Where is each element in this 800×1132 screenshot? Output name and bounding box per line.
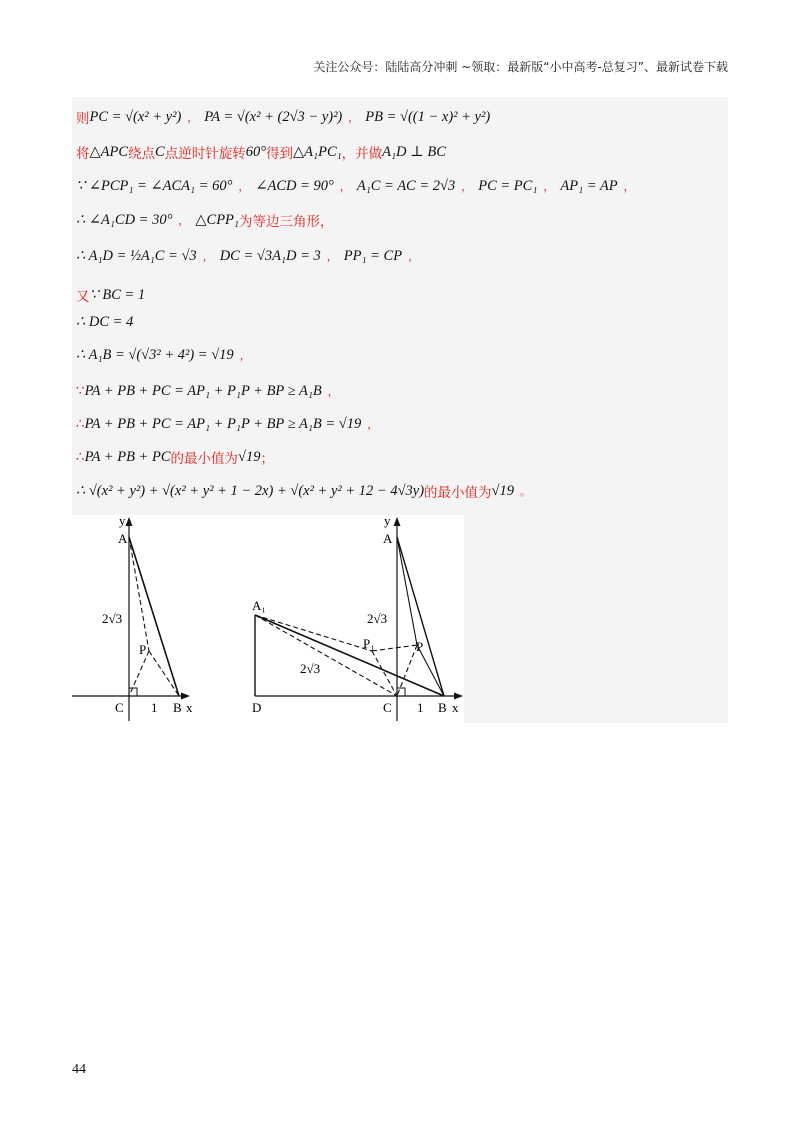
solution-line-part: PA + PB + PC = AP₁ + P₁P + BP ≥ A₁B = √19 (84, 415, 362, 432)
label-B-right: B (438, 700, 447, 715)
solution-line-part: ； (260, 451, 274, 467)
solution-line-part: ∵ BC = 1 (89, 286, 146, 303)
page-header: 关注公众号：陆陆高分冲刺 ~领取：最新版“小中高考-总复习”、最新试卷下载 (313, 60, 728, 74)
solution-line-part: ， (408, 250, 420, 263)
solution-line-part: A₁D ⊥ BC (382, 143, 446, 160)
solution-line-part: △A₁PC₁ (293, 143, 342, 160)
solution-line-part: C (155, 143, 165, 160)
solution-line-part: PA + PB + PC = AP₁ + P₁P + BP ≥ A₁B (84, 382, 322, 399)
solution-line-part: √19 (238, 448, 261, 465)
solution-line (76, 174, 641, 198)
solution-line-part: 。 (520, 485, 532, 498)
segment-AB-right (397, 537, 444, 696)
solution-line-part: PB = √((1 − x)² + y²) (365, 108, 491, 125)
solution-line-part: 将 (76, 146, 90, 162)
label-P-right: P (416, 639, 424, 654)
solution-line (76, 310, 133, 334)
solution-line (76, 479, 537, 503)
right-x-arrow (454, 693, 463, 700)
solution-line-part: ， (367, 418, 379, 431)
label-A1: A₁ (252, 598, 266, 613)
solution-line-part: ∵ ∠PCP₁ = ∠ACA₁ = 60° (76, 177, 233, 194)
solution-line-part: ∴ (76, 449, 85, 465)
label-y-right: y (384, 515, 391, 528)
label-C: C (115, 700, 124, 715)
label-2sqrt3-ac: 2√3 (367, 611, 388, 626)
solution-line-part: ， (543, 180, 555, 193)
solution-line-part: ∴ A₁D = ½A₁C = √3 (76, 247, 197, 264)
left-y-arrow (126, 517, 133, 526)
solution-line-part: AP₁ = AP (560, 177, 618, 194)
solution-line (76, 412, 384, 436)
label-x-right: x (452, 700, 459, 715)
solution-line-part: △APC (89, 143, 129, 160)
label-2sqrt3-a1c: 2√3 (300, 661, 321, 676)
left-right-angle (129, 688, 137, 696)
label-P1: P₁ (363, 636, 375, 651)
solution-line-part: ， (202, 250, 214, 263)
geometry-svg (72, 515, 464, 723)
label-C-right: C (383, 700, 392, 715)
solution-line-part: 得到 (266, 146, 294, 162)
segment-P1P (372, 645, 417, 651)
solution-line-part: ∴ ∠A₁CD = 30° (76, 211, 173, 228)
solution-line-part: A₁C = AC = 2√3 (356, 177, 456, 194)
solution-line-part: PA = √(x² + (2√3 − y)²) (204, 108, 343, 125)
solution-line-part: PA + PB + PC (84, 448, 171, 465)
segment-A1B (255, 615, 444, 696)
label-A: A (118, 531, 128, 546)
solution-line-part: PP₁ = CP (343, 247, 403, 264)
segment-PB (149, 651, 179, 696)
solution-line-part: ， (239, 349, 251, 362)
left-x-arrow (181, 693, 190, 700)
solution-line-part: 为等边三角形， (238, 214, 334, 230)
label-y: y (119, 515, 126, 528)
left-diagram (72, 515, 193, 721)
solution-line (76, 445, 274, 469)
solution-line-part: ， (327, 385, 339, 398)
solution-line-part: 则 (76, 111, 90, 127)
solution-line (76, 343, 257, 367)
solution-content (72, 97, 728, 723)
solution-line-part: ∴ DC = 4 (76, 313, 134, 330)
label-1: 1 (151, 700, 158, 715)
solution-line-part: ∴ (76, 416, 85, 432)
solution-line-part: ∠ACD = 90° (255, 177, 334, 194)
solution-line-part: ， (339, 180, 351, 193)
solution-line-part: 的最小值为 (424, 485, 492, 501)
page-number: 44 (72, 1062, 86, 1077)
solution-line-part: ， (178, 214, 190, 227)
label-A-right: A (383, 531, 393, 546)
solution-line-part: △CPP₁ (195, 211, 239, 228)
solution-line-part: ∴ √(x² + y²) + √(x² + y² + 1 − 2x) + √(x² + y² + 12 − 4√3y) (76, 482, 425, 499)
solution-line-part: ，并做 (341, 146, 383, 162)
solution-line-part: ， (348, 111, 360, 124)
geometry-figure (72, 515, 464, 723)
solution-line (76, 283, 145, 307)
segment-A1C (255, 615, 397, 696)
solution-line-part: 点逆时针旋转 (164, 146, 246, 162)
label-D: D (252, 700, 262, 715)
solution-line-part: ， (326, 250, 338, 263)
label-P: P (139, 642, 147, 657)
solution-line (76, 140, 446, 164)
segment-AB (129, 537, 179, 696)
solution-line (76, 244, 425, 268)
right-diagram (252, 515, 463, 721)
segment-AP (129, 537, 149, 651)
solution-line-part: ∴ A₁B = √(√3² + 4²) = √19 (76, 346, 234, 363)
label-1-right: 1 (417, 700, 424, 715)
solution-line-part: ， (623, 180, 635, 193)
label-x: x (186, 700, 193, 715)
solution-line-part: PC = √(x² + y²) (89, 108, 182, 125)
solution-line-part: √19 (491, 482, 515, 499)
solution-line-part: 60° (245, 143, 267, 160)
solution-line-part: 的最小值为 (170, 451, 238, 467)
solution-line-part: 绕点 (128, 146, 156, 162)
label-2sqrt3: 2√3 (102, 611, 123, 626)
solution-line-part: ∵ (76, 383, 85, 399)
solution-line (76, 379, 345, 403)
solution-line (76, 208, 333, 232)
solution-line-part: ， (461, 180, 473, 193)
segment-A1P1 (255, 615, 372, 651)
solution-line-part: DC = √3A₁D = 3 (219, 247, 321, 264)
right-y-arrow (394, 517, 401, 526)
solution-line (76, 105, 490, 129)
segment-PC (129, 651, 149, 696)
segment-AP-right (397, 537, 417, 645)
solution-line-part: ， (187, 111, 199, 124)
label-B: B (173, 700, 182, 715)
solution-line-part: ， (238, 180, 250, 193)
solution-line-part: 又 (76, 289, 90, 305)
solution-line-part: PC = PC₁ (478, 177, 538, 194)
